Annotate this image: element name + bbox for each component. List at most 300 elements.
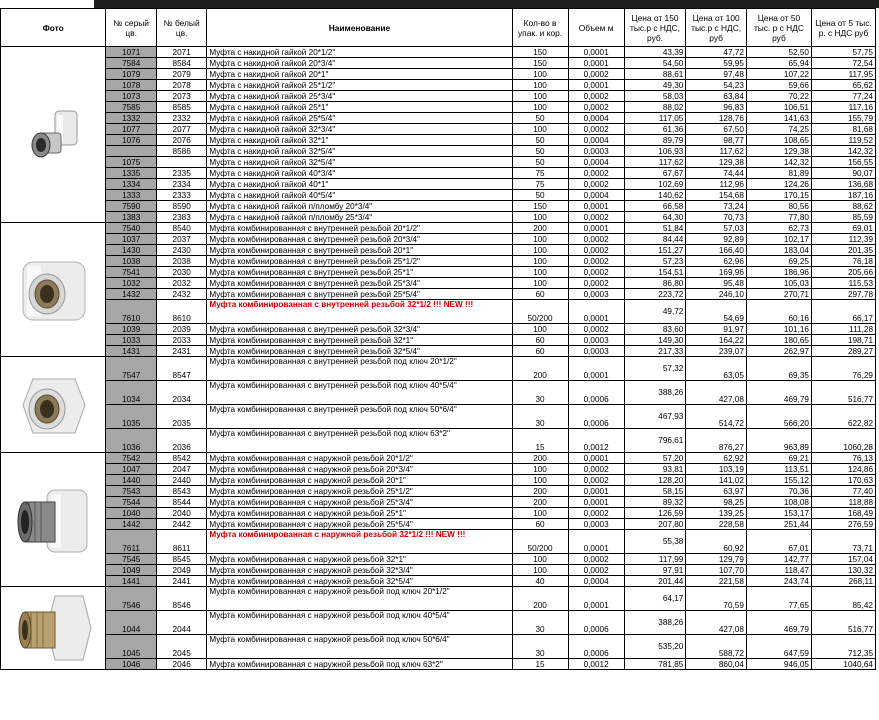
table-row bbox=[1, 429, 876, 453]
cell-price-50: 59,66 bbox=[746, 80, 811, 91]
cell-price-100: 166,40 bbox=[686, 245, 747, 256]
cell-price-100: 112,96 bbox=[686, 179, 747, 190]
cell-grey-no: 1038 bbox=[106, 256, 156, 267]
cell-white-no: 2440 bbox=[156, 475, 206, 486]
cell-price-50: 105,03 bbox=[746, 278, 811, 289]
cell-price-50: 183,04 bbox=[746, 245, 811, 256]
cell-name: Муфта с накидной гайкой 40*3/4" bbox=[207, 168, 512, 179]
cell-price-50: 70,36 bbox=[746, 486, 811, 497]
col-qty: Кол-во в упак. и кор. bbox=[512, 9, 568, 47]
cell-price-100: 107,70 bbox=[686, 565, 747, 576]
cell-price-100: 228,58 bbox=[686, 519, 747, 530]
cell-grey-no: 1034 bbox=[106, 381, 156, 405]
cell-price-100: 54,23 bbox=[686, 80, 747, 91]
cell-price-100: 514,72 bbox=[686, 405, 747, 429]
cell-qty: 200 bbox=[512, 453, 568, 464]
table-row bbox=[1, 256, 876, 267]
cell-white-no: 2073 bbox=[156, 91, 206, 102]
cell-name: Муфта комбинированная с наружной резьбой под ключ 20*1/2" bbox=[207, 587, 512, 611]
coupling-internal-thread-icon bbox=[13, 250, 93, 330]
table-row bbox=[1, 135, 876, 146]
table-row bbox=[1, 124, 876, 135]
cell-price-150: 154,51 bbox=[624, 267, 686, 278]
cell-price-100: 70,73 bbox=[686, 212, 747, 223]
cell-white-no: 2078 bbox=[156, 80, 206, 91]
table-row bbox=[1, 357, 876, 381]
cell-name: Муфта комбинированная с внутренней резьбой под ключ 40*5/4" bbox=[207, 381, 512, 405]
cell-qty: 200 bbox=[512, 587, 568, 611]
cell-qty: 200 bbox=[512, 497, 568, 508]
table-row bbox=[1, 576, 876, 587]
cell-volume: 0,0002 bbox=[568, 554, 624, 565]
cell-volume: 0,0002 bbox=[568, 508, 624, 519]
cell-price-5: 65,62 bbox=[811, 80, 875, 91]
cell-volume: 0,0002 bbox=[568, 102, 624, 113]
cell-name: Муфта комбинированная с наружной резьбой 20*1/2" bbox=[207, 453, 512, 464]
cell-price-5: 119,52 bbox=[811, 135, 875, 146]
cell-price-50: 243,74 bbox=[746, 576, 811, 587]
table-row bbox=[1, 324, 876, 335]
header-row bbox=[1, 9, 876, 47]
cell-white-no: 8543 bbox=[156, 486, 206, 497]
cell-price-50: 69,21 bbox=[746, 453, 811, 464]
cell-volume: 0,0002 bbox=[568, 168, 624, 179]
cell-volume: 0,0003 bbox=[568, 346, 624, 357]
cell-qty: 60 bbox=[512, 335, 568, 346]
cell-price-100: 139,25 bbox=[686, 508, 747, 519]
cell-price-100: 128,76 bbox=[686, 113, 747, 124]
cell-qty: 100 bbox=[512, 69, 568, 80]
cell-grey-no: 1334 bbox=[106, 179, 156, 190]
cell-price-100: 239,07 bbox=[686, 346, 747, 357]
cell-qty: 150 bbox=[512, 201, 568, 212]
cell-price-50: 65,94 bbox=[746, 58, 811, 69]
col-white-no: № белый цв. bbox=[156, 9, 206, 47]
cell-price-150: 58,03 bbox=[624, 91, 686, 102]
cell-volume: 0,0004 bbox=[568, 135, 624, 146]
table-row bbox=[1, 168, 876, 179]
coupling-internal-thread-wrench-icon bbox=[13, 365, 93, 445]
cell-price-5: 57,75 bbox=[811, 47, 875, 58]
cell-qty: 60 bbox=[512, 289, 568, 300]
product-photo bbox=[1, 223, 106, 357]
cell-qty: 50/200 bbox=[512, 300, 568, 324]
cell-price-50: 251,44 bbox=[746, 519, 811, 530]
cell-white-no: 2044 bbox=[156, 611, 206, 635]
cell-price-150: 106,93 bbox=[624, 146, 686, 157]
cell-price-5: 88,62 bbox=[811, 201, 875, 212]
cell-price-50: 69,25 bbox=[746, 256, 811, 267]
table-row bbox=[1, 486, 876, 497]
cell-grey-no: 1039 bbox=[106, 324, 156, 335]
coupling-external-thread-wrench-icon bbox=[11, 588, 95, 668]
cell-name: Муфта комбинированная с внутренней резьбой 32*1" bbox=[207, 335, 512, 346]
table-row bbox=[1, 157, 876, 168]
cell-price-100: 67,50 bbox=[686, 124, 747, 135]
cell-qty: 100 bbox=[512, 508, 568, 519]
cell-qty: 50 bbox=[512, 157, 568, 168]
cell-white-no: 2076 bbox=[156, 135, 206, 146]
cell-grey-no bbox=[106, 146, 156, 157]
cell-price-150: 102,69 bbox=[624, 179, 686, 190]
cell-price-150: 93,81 bbox=[624, 464, 686, 475]
cell-price-150: 66,58 bbox=[624, 201, 686, 212]
cell-qty: 100 bbox=[512, 554, 568, 565]
cell-price-50: 963,89 bbox=[746, 429, 811, 453]
cell-name: Муфта комбинированная с наружной резьбой 20*3/4" bbox=[207, 464, 512, 475]
cell-price-5: 72,54 bbox=[811, 58, 875, 69]
cell-volume: 0,0002 bbox=[568, 464, 624, 475]
cell-price-50: 74,25 bbox=[746, 124, 811, 135]
table-row bbox=[1, 234, 876, 245]
cell-price-150: 57,20 bbox=[624, 453, 686, 464]
cell-price-100: 117,62 bbox=[686, 146, 747, 157]
cell-price-50: 60,16 bbox=[746, 300, 811, 324]
cell-price-100: 70,59 bbox=[686, 587, 747, 611]
cell-qty: 100 bbox=[512, 212, 568, 223]
cell-qty: 100 bbox=[512, 80, 568, 91]
cell-price-50: 70,22 bbox=[746, 91, 811, 102]
cell-price-5: 1060,28 bbox=[811, 429, 875, 453]
cell-qty: 50 bbox=[512, 135, 568, 146]
cell-name: Муфта комбинированная с внутренней резьбой 20*3/4" bbox=[207, 234, 512, 245]
cell-price-5: 117,95 bbox=[811, 69, 875, 80]
table-row bbox=[1, 335, 876, 346]
cell-price-100: 427,08 bbox=[686, 381, 747, 405]
col-price-50: Цена от 50 тыс. р с НДС руб bbox=[746, 9, 811, 47]
cell-volume: 0,0002 bbox=[568, 565, 624, 576]
cell-price-150: 89,32 bbox=[624, 497, 686, 508]
cell-white-no: 2432 bbox=[156, 289, 206, 300]
cell-name: Муфта комбинированная с внутренней резьбой 25*1" bbox=[207, 267, 512, 278]
cell-price-100: 73,24 bbox=[686, 201, 747, 212]
cell-name: Муфта комбинированная с внутренней резьбой 32*1/2 !!! NEW !!! bbox=[207, 300, 512, 324]
cell-qty: 100 bbox=[512, 256, 568, 267]
cell-price-100: 97,48 bbox=[686, 69, 747, 80]
col-volume: Объем м bbox=[568, 9, 624, 47]
cell-price-50: 647,59 bbox=[746, 635, 811, 659]
cell-price-100: 103,19 bbox=[686, 464, 747, 475]
table-row bbox=[1, 300, 876, 324]
cell-grey-no: 1077 bbox=[106, 124, 156, 135]
cell-qty: 60 bbox=[512, 346, 568, 357]
cell-grey-no: 7590 bbox=[106, 201, 156, 212]
cell-price-5: 85,59 bbox=[811, 212, 875, 223]
cell-grey-no: 1045 bbox=[106, 635, 156, 659]
cell-price-5: 117,16 bbox=[811, 102, 875, 113]
col-price-5: Цена от 5 тыс. р. с НДС руб bbox=[811, 9, 875, 47]
table-row bbox=[1, 497, 876, 508]
cell-volume: 0,0004 bbox=[568, 576, 624, 587]
cell-price-50: 118,47 bbox=[746, 565, 811, 576]
cell-price-100: 588,72 bbox=[686, 635, 747, 659]
cell-price-50: 469,79 bbox=[746, 611, 811, 635]
cell-price-100: 141,02 bbox=[686, 475, 747, 486]
cell-name: Муфта с накидной гайкой 20*3/4" bbox=[207, 58, 512, 69]
cell-volume: 0,0004 bbox=[568, 113, 624, 124]
cell-name: Муфта комбинированная с внутренней резьбой 25*5/4" bbox=[207, 289, 512, 300]
cell-name: Муфта комбинированная с внутренней резьбой 25*1/2" bbox=[207, 256, 512, 267]
cell-qty: 100 bbox=[512, 267, 568, 278]
cell-price-5: 155,79 bbox=[811, 113, 875, 124]
cell-grey-no: 1431 bbox=[106, 346, 156, 357]
cell-price-100: 169,96 bbox=[686, 267, 747, 278]
cell-price-50: 153,17 bbox=[746, 508, 811, 519]
cell-price-50: 142,32 bbox=[746, 157, 811, 168]
cell-name: Муфта с накидной гайкой 25*1" bbox=[207, 102, 512, 113]
cell-price-5: 157,04 bbox=[811, 554, 875, 565]
table-row bbox=[1, 80, 876, 91]
cell-name: Муфта комбинированная с наружной резьбой 25*5/4" bbox=[207, 519, 512, 530]
cell-price-100: 57,03 bbox=[686, 223, 747, 234]
cell-price-5: 76,18 bbox=[811, 256, 875, 267]
cell-price-5: 276,59 bbox=[811, 519, 875, 530]
cell-price-100: 96,83 bbox=[686, 102, 747, 113]
cell-grey-no: 1442 bbox=[106, 519, 156, 530]
cell-volume: 0,0001 bbox=[568, 486, 624, 497]
cell-price-5: 201,35 bbox=[811, 245, 875, 256]
cell-volume: 0,0002 bbox=[568, 91, 624, 102]
cell-price-150: 388,26 bbox=[624, 381, 686, 405]
cell-white-no: 2045 bbox=[156, 635, 206, 659]
cell-price-100: 164,22 bbox=[686, 335, 747, 346]
cell-grey-no: 1032 bbox=[106, 278, 156, 289]
cell-white-no: 2034 bbox=[156, 381, 206, 405]
cell-volume: 0,0001 bbox=[568, 497, 624, 508]
cell-price-50: 113,51 bbox=[746, 464, 811, 475]
cell-grey-no: 1073 bbox=[106, 91, 156, 102]
cell-price-5: 168,49 bbox=[811, 508, 875, 519]
cell-grey-no: 1078 bbox=[106, 80, 156, 91]
cell-qty: 75 bbox=[512, 168, 568, 179]
cell-white-no: 2442 bbox=[156, 519, 206, 530]
cell-price-150: 54,50 bbox=[624, 58, 686, 69]
table-row bbox=[1, 453, 876, 464]
cell-price-150: 126,59 bbox=[624, 508, 686, 519]
cell-price-150: 149,30 bbox=[624, 335, 686, 346]
cell-price-50: 102,17 bbox=[746, 234, 811, 245]
cell-qty: 150 bbox=[512, 58, 568, 69]
cell-white-no: 2037 bbox=[156, 234, 206, 245]
cell-price-5: 187,16 bbox=[811, 190, 875, 201]
table-row bbox=[1, 201, 876, 212]
cell-grey-no: 1332 bbox=[106, 113, 156, 124]
cell-grey-no: 1046 bbox=[106, 659, 156, 670]
cell-grey-no: 7611 bbox=[106, 530, 156, 554]
sheet-header-band bbox=[0, 0, 879, 8]
cell-price-50: 80,56 bbox=[746, 201, 811, 212]
cell-volume: 0,0001 bbox=[568, 453, 624, 464]
cell-grey-no: 1075 bbox=[106, 157, 156, 168]
cell-price-50: 262,97 bbox=[746, 346, 811, 357]
cell-price-50: 141,63 bbox=[746, 113, 811, 124]
cell-qty: 200 bbox=[512, 357, 568, 381]
table-row bbox=[1, 102, 876, 113]
cell-grey-no: 7610 bbox=[106, 300, 156, 324]
cell-price-100: 60,92 bbox=[686, 530, 747, 554]
product-photo bbox=[1, 47, 106, 223]
cell-name: Муфта комбинированная с наружной резьбой 25*3/4" bbox=[207, 497, 512, 508]
cell-price-100: 221,58 bbox=[686, 576, 747, 587]
cell-volume: 0,0001 bbox=[568, 80, 624, 91]
cell-qty: 100 bbox=[512, 475, 568, 486]
cell-volume: 0,0003 bbox=[568, 519, 624, 530]
cell-price-150: 61,36 bbox=[624, 124, 686, 135]
cell-grey-no: 1441 bbox=[106, 576, 156, 587]
cell-white-no: 8611 bbox=[156, 530, 206, 554]
cell-price-150: 58,15 bbox=[624, 486, 686, 497]
cell-white-no: 2047 bbox=[156, 464, 206, 475]
table-row bbox=[1, 58, 876, 69]
cell-white-no: 2039 bbox=[156, 324, 206, 335]
cell-price-50: 52,50 bbox=[746, 47, 811, 58]
cell-volume: 0,0003 bbox=[568, 146, 624, 157]
cell-volume: 0,0004 bbox=[568, 157, 624, 168]
cell-price-50: 77,80 bbox=[746, 212, 811, 223]
table-row bbox=[1, 245, 876, 256]
cell-price-100: 860,04 bbox=[686, 659, 747, 670]
cell-price-100: 876,27 bbox=[686, 429, 747, 453]
cell-qty: 30 bbox=[512, 611, 568, 635]
cell-volume: 0,0001 bbox=[568, 223, 624, 234]
cell-name: Муфта комбинированная с внутренней резьбой под ключ 20*1/2" bbox=[207, 357, 512, 381]
table-row bbox=[1, 346, 876, 357]
cell-price-150: 467,93 bbox=[624, 405, 686, 429]
cell-name: Муфта комбинированная с внутренней резьбой 20*1" bbox=[207, 245, 512, 256]
cell-grey-no: 7546 bbox=[106, 587, 156, 611]
cell-price-150: 83,60 bbox=[624, 324, 686, 335]
cell-volume: 0,0012 bbox=[568, 429, 624, 453]
cell-name: Муфта комбинированная с наружной резьбой 32*1" bbox=[207, 554, 512, 565]
cell-price-5: 111,28 bbox=[811, 324, 875, 335]
cell-volume: 0,0002 bbox=[568, 124, 624, 135]
cell-price-5: 90,07 bbox=[811, 168, 875, 179]
cell-volume: 0,0001 bbox=[568, 58, 624, 69]
cell-price-5: 66,17 bbox=[811, 300, 875, 324]
cell-volume: 0,0003 bbox=[568, 289, 624, 300]
cell-price-150: 55,38 bbox=[624, 530, 686, 554]
table-row bbox=[1, 659, 876, 670]
cell-qty: 150 bbox=[512, 47, 568, 58]
cell-grey-no: 7542 bbox=[106, 453, 156, 464]
cell-price-5: 124,86 bbox=[811, 464, 875, 475]
cell-price-5: 85,42 bbox=[811, 587, 875, 611]
cell-price-100: 47,72 bbox=[686, 47, 747, 58]
cell-white-no: 2038 bbox=[156, 256, 206, 267]
cell-qty: 60 bbox=[512, 519, 568, 530]
cell-grey-no: 7544 bbox=[106, 497, 156, 508]
cell-qty: 100 bbox=[512, 124, 568, 135]
cell-volume: 0,0001 bbox=[568, 357, 624, 381]
cell-price-100: 129,38 bbox=[686, 157, 747, 168]
cell-grey-no: 1036 bbox=[106, 429, 156, 453]
cell-volume: 0,0002 bbox=[568, 267, 624, 278]
cell-price-50: 108,08 bbox=[746, 497, 811, 508]
cell-price-150: 89,79 bbox=[624, 135, 686, 146]
cell-price-50: 107,22 bbox=[746, 69, 811, 80]
table-row bbox=[1, 381, 876, 405]
cell-price-150: 388,26 bbox=[624, 611, 686, 635]
cell-white-no: 8540 bbox=[156, 223, 206, 234]
cell-price-5: 115,53 bbox=[811, 278, 875, 289]
cell-white-no: 8584 bbox=[156, 58, 206, 69]
cell-volume: 0,0006 bbox=[568, 381, 624, 405]
cell-white-no: 2071 bbox=[156, 47, 206, 58]
cell-grey-no: 1440 bbox=[106, 475, 156, 486]
cell-price-50: 69,35 bbox=[746, 357, 811, 381]
cell-price-150: 151,27 bbox=[624, 245, 686, 256]
cell-name: Муфта комбинированная с внутренней резьбой под ключ 63*2" bbox=[207, 429, 512, 453]
cell-white-no: 2030 bbox=[156, 267, 206, 278]
cell-price-5: 622,82 bbox=[811, 405, 875, 429]
cell-grey-no: 7540 bbox=[106, 223, 156, 234]
cell-grey-no: 7543 bbox=[106, 486, 156, 497]
cell-price-150: 57,32 bbox=[624, 357, 686, 381]
cell-white-no: 8546 bbox=[156, 587, 206, 611]
table-row bbox=[1, 475, 876, 486]
cell-price-50: 186,96 bbox=[746, 267, 811, 278]
cell-price-150: 49,30 bbox=[624, 80, 686, 91]
table-row bbox=[1, 47, 876, 58]
cell-price-50: 946,05 bbox=[746, 659, 811, 670]
cell-price-150: 57,23 bbox=[624, 256, 686, 267]
cell-price-5: 118,88 bbox=[811, 497, 875, 508]
table-row bbox=[1, 405, 876, 429]
cell-price-50: 77,65 bbox=[746, 587, 811, 611]
cell-name: Муфта комбинированная с наружной резьбой под ключ 40*5/4" bbox=[207, 611, 512, 635]
cell-qty: 100 bbox=[512, 234, 568, 245]
cell-qty: 40 bbox=[512, 576, 568, 587]
cell-qty: 30 bbox=[512, 405, 568, 429]
cell-price-5: 73,71 bbox=[811, 530, 875, 554]
cell-price-100: 62,96 bbox=[686, 256, 747, 267]
cell-volume: 0,0002 bbox=[568, 212, 624, 223]
cell-price-5: 130,32 bbox=[811, 565, 875, 576]
table-row bbox=[1, 91, 876, 102]
table-row bbox=[1, 635, 876, 659]
cell-price-150: 207,80 bbox=[624, 519, 686, 530]
cell-name: Муфта с накидной гайкой 20*1/2" bbox=[207, 47, 512, 58]
cell-price-5: 77,40 bbox=[811, 486, 875, 497]
cell-price-5: 516,77 bbox=[811, 611, 875, 635]
cell-qty: 100 bbox=[512, 278, 568, 289]
cell-name: Муфта комбинированная с наружной резьбой под ключ 63*2" bbox=[207, 659, 512, 670]
cell-price-5: 205,66 bbox=[811, 267, 875, 278]
cell-white-no: 2036 bbox=[156, 429, 206, 453]
cell-qty: 30 bbox=[512, 381, 568, 405]
table-row bbox=[1, 212, 876, 223]
table-row bbox=[1, 69, 876, 80]
cell-price-50: 124,26 bbox=[746, 179, 811, 190]
cell-price-100: 95,48 bbox=[686, 278, 747, 289]
cell-grey-no: 1033 bbox=[106, 335, 156, 346]
cell-name: Муфта комбинированная с внутренней резьбой 32*5/4" bbox=[207, 346, 512, 357]
cell-white-no: 2079 bbox=[156, 69, 206, 80]
table-row bbox=[1, 565, 876, 576]
cell-price-5: 81,68 bbox=[811, 124, 875, 135]
cell-grey-no: 1333 bbox=[106, 190, 156, 201]
cell-name: Муфта с накидной гайкой 32*5/4" bbox=[207, 157, 512, 168]
cell-qty: 100 bbox=[512, 102, 568, 113]
cell-price-50: 106,51 bbox=[746, 102, 811, 113]
cell-price-150: 117,99 bbox=[624, 554, 686, 565]
cell-price-50: 180,65 bbox=[746, 335, 811, 346]
cell-volume: 0,0003 bbox=[568, 335, 624, 346]
product-photo bbox=[1, 587, 106, 670]
cell-white-no bbox=[156, 157, 206, 168]
cell-price-100: 154,68 bbox=[686, 190, 747, 201]
table-row bbox=[1, 530, 876, 554]
